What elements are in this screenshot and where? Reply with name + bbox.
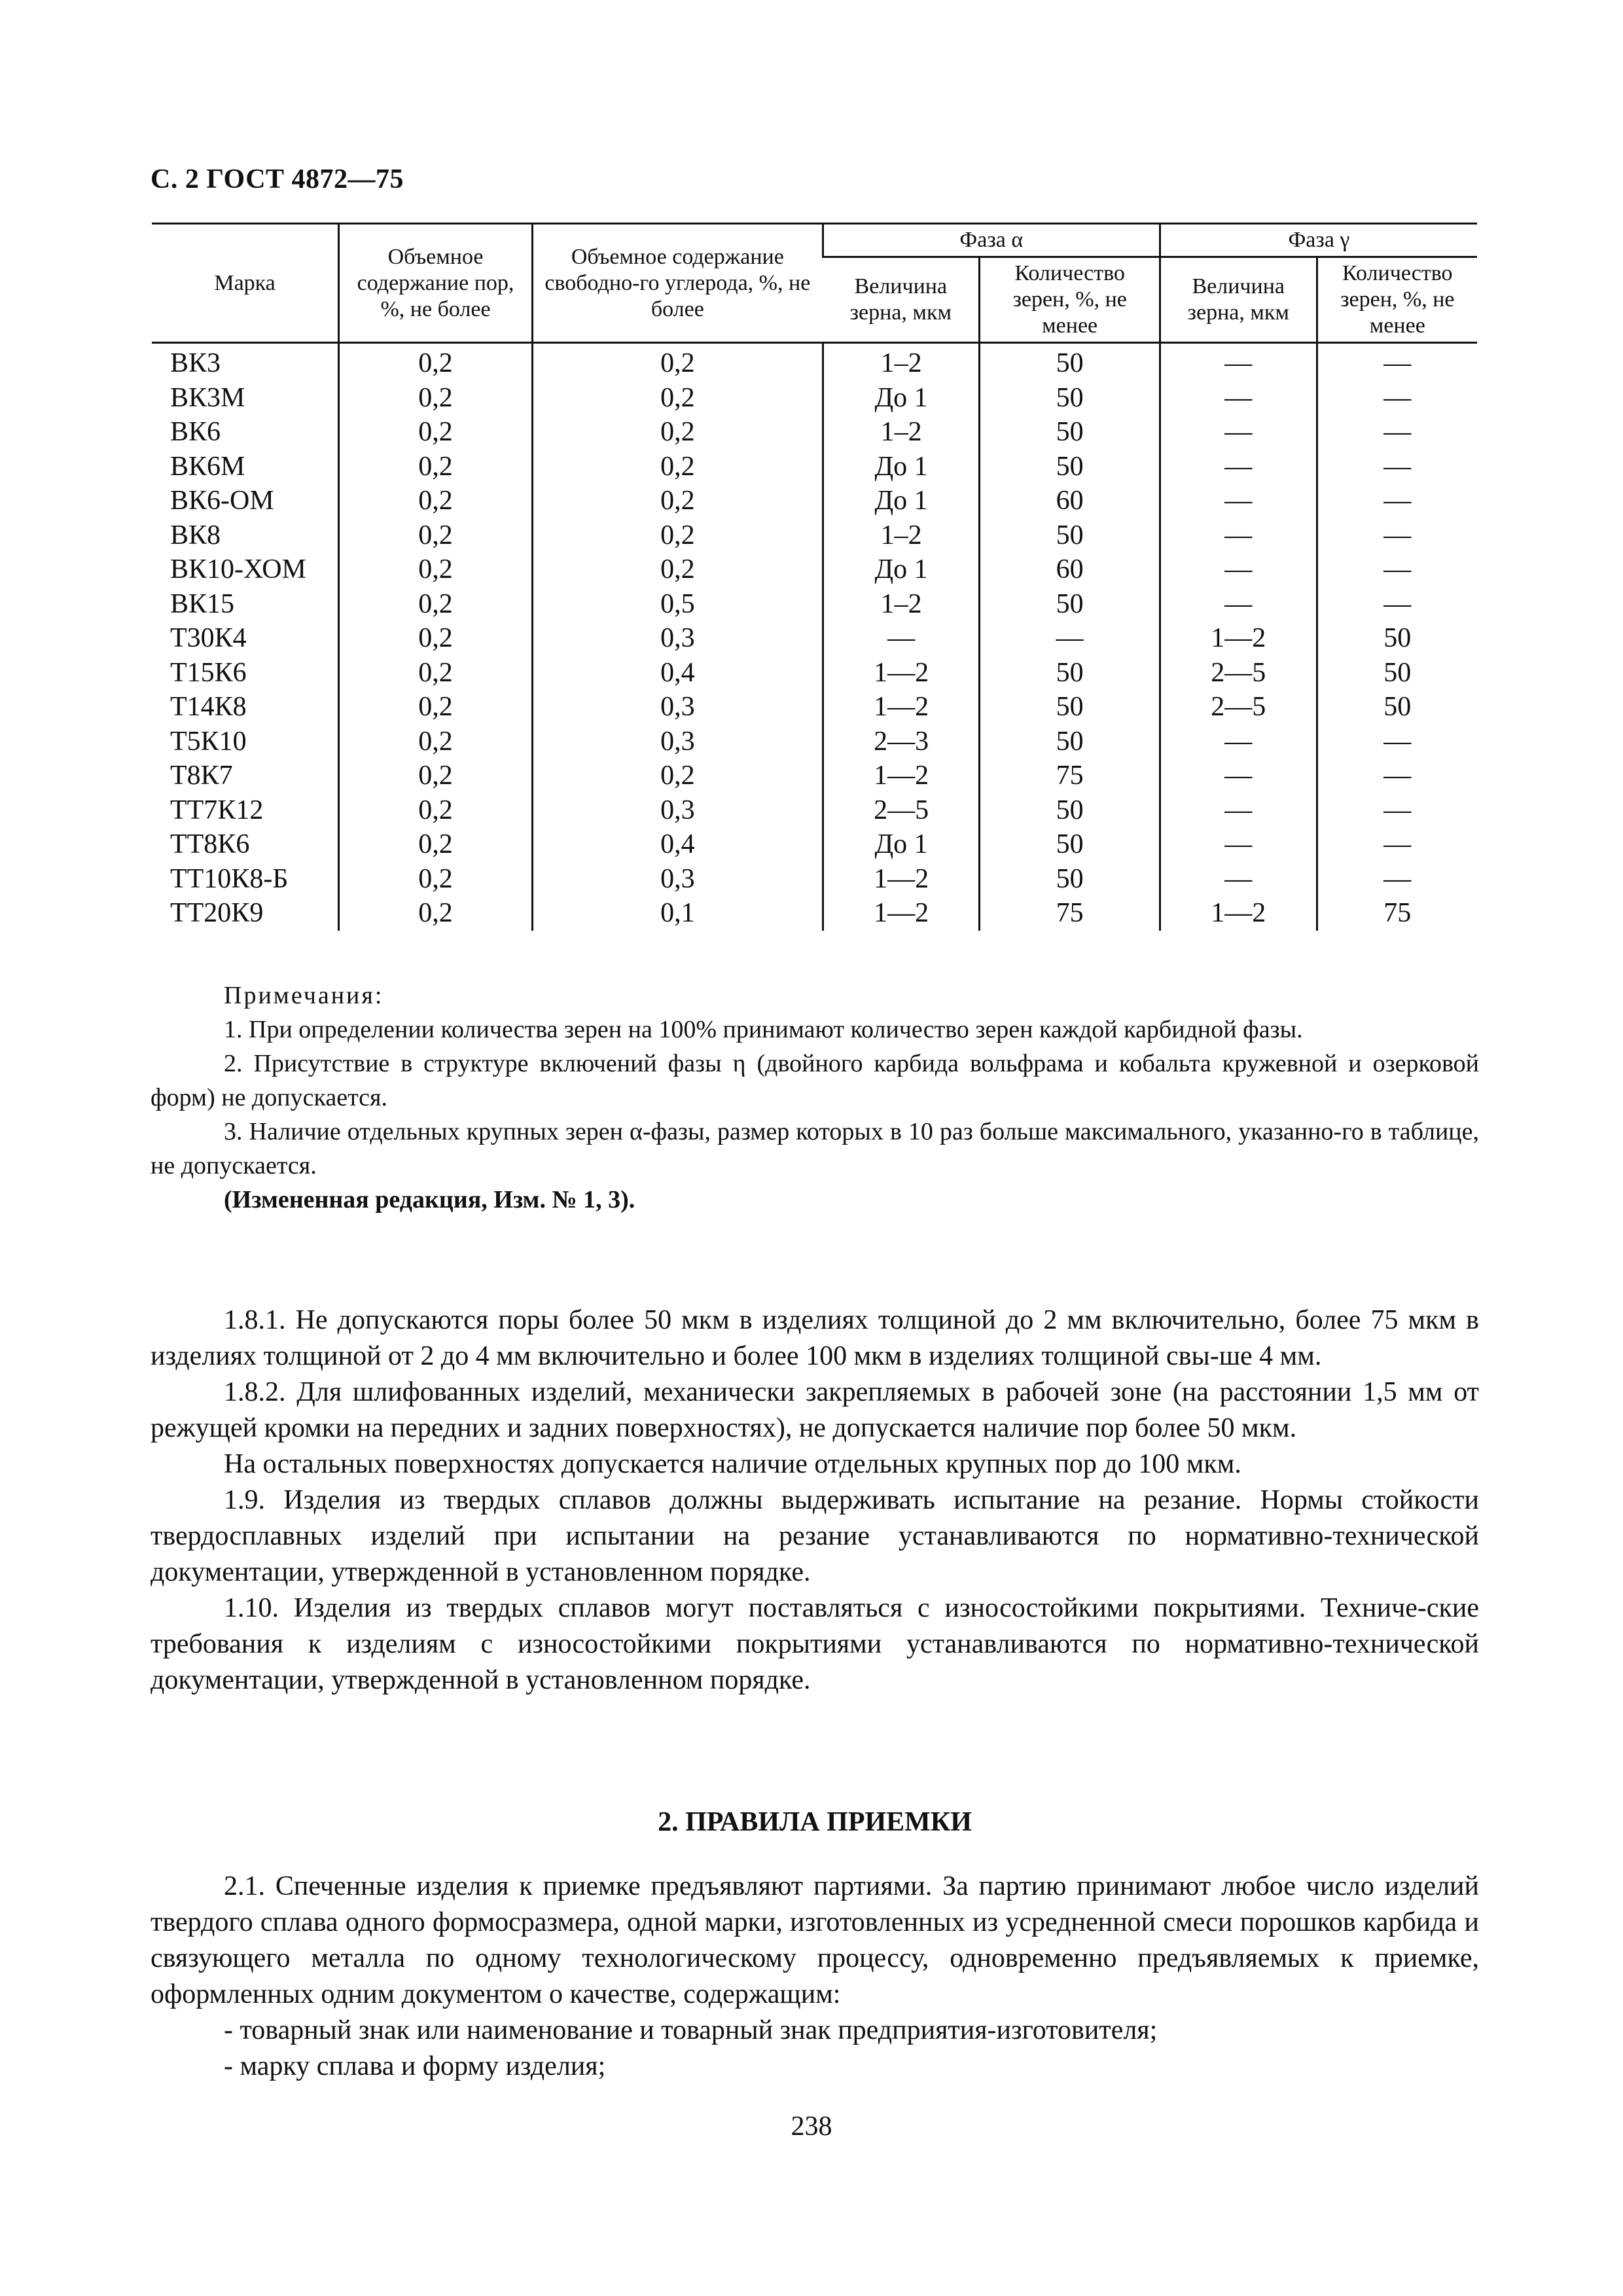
- table-cell: До 1: [823, 450, 980, 484]
- table-cell: 0,3: [532, 862, 823, 897]
- table-cell: 60: [980, 552, 1160, 587]
- table-row: [152, 552, 1477, 587]
- note-item: 1. При определении количества зерен на 100% принимают количество зерен каждой карбидной фазы.: [224, 1016, 1303, 1043]
- table-cell: —: [1160, 518, 1317, 553]
- table-cell: —: [1317, 450, 1477, 484]
- col-header-gamma-grain-size: Величина зерна, мкм: [1160, 257, 1317, 343]
- table-row: [152, 518, 1477, 553]
- table-cell: 0,4: [532, 656, 823, 691]
- table-cell: —: [1160, 759, 1317, 793]
- table-cell: 50: [1317, 621, 1477, 656]
- table-cell: 1—2: [1160, 621, 1317, 656]
- paragraph: 1.8.1. Не допускаются поры более 50 мкм в изделиях толщиной до 2 мм включительно, более 75 мкм в изделиях толщиной от 2 до 4 мм включительно и более 100 мкм в изделиях толщиной свы-ше 4 мм.: [151, 1305, 1479, 1371]
- table-cell-mark: ВК6М: [170, 451, 245, 482]
- table-cell: 0,2: [339, 827, 533, 862]
- table-cell: 1—2: [1160, 896, 1317, 931]
- table-cell: 50: [980, 343, 1160, 381]
- table-cell: 0,2: [339, 690, 533, 725]
- table-cell: 1–2: [823, 518, 980, 553]
- table-cell: —: [1317, 343, 1477, 381]
- paragraph: 1.10. Изделия из твердых сплавов могут поставляться с износостойкими покрытиями. Техниче-ские требования к изделиям с износостойкими покрытиями устанавливаются по нормативно-технической документации, утвержденной в установленном порядке.: [151, 1593, 1479, 1695]
- col-header-alpha-grain-count: Количество зерен, %, не менее: [980, 257, 1160, 343]
- table-cell: 75: [1317, 896, 1477, 931]
- note-item: 3. Наличие отдельных крупных зерен α-фазы, размер которых в 10 раз больше максимального, указанно-го в таблице, не допускается.: [151, 1118, 1479, 1179]
- table-cell: До 1: [823, 827, 980, 862]
- table-cell: 1—2: [823, 690, 980, 725]
- table-row: [152, 862, 1477, 897]
- table-row: [152, 793, 1477, 828]
- page-number: 238: [791, 2111, 832, 2142]
- table-cell: —: [1317, 484, 1477, 518]
- table-cell-mark: ВК3: [170, 348, 221, 379]
- table-cell: До 1: [823, 484, 980, 518]
- table-cell: 0,4: [532, 827, 823, 862]
- table-cell: —: [1317, 862, 1477, 897]
- table-cell: —: [1317, 415, 1477, 450]
- col-header-phase-alpha: Фаза α: [823, 224, 1160, 257]
- table-cell: 0,2: [339, 793, 533, 828]
- table-cell-mark: ВК6-ОМ: [170, 486, 274, 516]
- list-item: - марку сплава и форму изделия;: [224, 2051, 606, 2081]
- table-cell: 0,5: [532, 587, 823, 622]
- table-row: [152, 827, 1477, 862]
- table-cell: 75: [980, 759, 1160, 793]
- table-cell: 0,2: [339, 621, 533, 656]
- table-cell: 75: [980, 896, 1160, 931]
- table-cell: —: [1317, 827, 1477, 862]
- table-body: [152, 343, 1477, 931]
- table-cell: 0,2: [532, 381, 823, 416]
- table-cell: 50: [1317, 690, 1477, 725]
- table-cell: 50: [980, 827, 1160, 862]
- table-cell: —: [1160, 552, 1317, 587]
- table-cell: 0,2: [339, 381, 533, 416]
- table-row: [152, 381, 1477, 416]
- list-item: - товарный знак или наименование и товарный знак предприятия-изготовителя;: [224, 2015, 1158, 2045]
- col-header-mark: Марка: [152, 224, 339, 343]
- table-cell: 50: [980, 450, 1160, 484]
- table-cell-mark: Т30К4: [170, 623, 247, 654]
- table-cell: 0,2: [339, 415, 533, 450]
- table-cell: 2—5: [1160, 690, 1317, 725]
- table-cell: 1–2: [823, 343, 980, 381]
- table-cell: —: [1160, 827, 1317, 862]
- table-cell: 0,2: [339, 450, 533, 484]
- notes-title: Примечания:: [224, 982, 384, 1009]
- notes-block: [151, 978, 1479, 1217]
- table-cell: 0,2: [532, 450, 823, 484]
- table-cell: —: [1160, 793, 1317, 828]
- table-cell: 0,2: [532, 484, 823, 518]
- table-cell: 0,2: [339, 343, 533, 381]
- table-cell: —: [1160, 484, 1317, 518]
- table-cell: 0,3: [532, 793, 823, 828]
- table-cell: 50: [980, 690, 1160, 725]
- table-row: [152, 484, 1477, 518]
- table-cell-mark: Т8К7: [170, 761, 233, 791]
- table-cell: 0,2: [339, 759, 533, 793]
- paragraph: На остальных поверхностях допускается наличие отдельных крупных пор до 100 мкм.: [224, 1449, 1241, 1479]
- table-cell: До 1: [823, 552, 980, 587]
- table-cell: 0,2: [339, 552, 533, 587]
- table-cell-mark: ВК15: [170, 588, 235, 619]
- table-row: [152, 656, 1477, 691]
- body-text: [151, 1302, 1479, 1698]
- table-cell: —: [1317, 552, 1477, 587]
- table-cell: —: [1317, 518, 1477, 553]
- table-cell-mark: ТТ7К12: [170, 795, 264, 825]
- paragraph: 1.9. Изделия из твердых сплавов должны выдерживать испытание на резание. Нормы стойкости твердосплавных изделий при испытании на резание устанавливаются по нормативно-технической документации, утвержденной в установленном порядке.: [151, 1485, 1479, 1587]
- table-cell: 50: [980, 725, 1160, 759]
- table-row: [152, 690, 1477, 725]
- table-cell: 0,3: [532, 725, 823, 759]
- table-cell: 0,3: [532, 690, 823, 725]
- table-cell: 1—2: [823, 896, 980, 931]
- table-cell: 0,2: [339, 587, 533, 622]
- table-cell: 50: [980, 415, 1160, 450]
- table-cell: 2—3: [823, 725, 980, 759]
- table-cell: 50: [980, 381, 1160, 416]
- table-cell: 1–2: [823, 587, 980, 622]
- table-cell: 50: [980, 518, 1160, 553]
- table-cell: 50: [980, 587, 1160, 622]
- table-cell: 1—2: [823, 656, 980, 691]
- table-cell: —: [1160, 725, 1317, 759]
- table-row: [152, 759, 1477, 793]
- table-cell: 50: [1317, 656, 1477, 691]
- table-cell-mark: ВК8: [170, 520, 221, 550]
- table-cell: —: [1317, 381, 1477, 416]
- table-cell: 0,2: [339, 484, 533, 518]
- table-cell-mark: ТТ10К8-Б: [170, 863, 289, 894]
- table-row: [152, 415, 1477, 450]
- table-cell-mark: ТТ20К9: [170, 898, 264, 929]
- table-cell: 0,2: [339, 518, 533, 553]
- table-cell: —: [1160, 587, 1317, 622]
- properties-table: [152, 223, 1477, 931]
- table-cell: —: [980, 621, 1160, 656]
- table-cell: —: [1160, 343, 1317, 381]
- table-cell: —: [1317, 759, 1477, 793]
- table-cell: 50: [980, 862, 1160, 897]
- table-cell: —: [1160, 450, 1317, 484]
- table-cell-mark: Т14К8: [170, 692, 247, 723]
- table-cell: —: [1317, 587, 1477, 622]
- col-header-carbon: Объемное содержание свободно-го углерода, %, не более: [532, 224, 823, 343]
- table-cell: —: [1160, 415, 1317, 450]
- table-cell: 0,2: [339, 862, 533, 897]
- col-header-pores: Объемное содержание пор, %, не более: [339, 224, 533, 343]
- table-cell: 0,2: [339, 656, 533, 691]
- table-cell-mark: ВК10-ХОМ: [170, 554, 306, 585]
- table-cell-mark: ТТ8К6: [170, 829, 250, 860]
- table-cell: 0,3: [532, 621, 823, 656]
- table-cell: —: [1317, 725, 1477, 759]
- table-cell: 0,2: [532, 343, 823, 381]
- table-cell: —: [1160, 381, 1317, 416]
- page-header: С. 2 ГОСТ 4872—75: [151, 164, 404, 194]
- table-cell: 1—2: [823, 862, 980, 897]
- table-cell-mark: Т5К10: [170, 726, 247, 757]
- amendment-note: (Измененная редакция, Изм. № 1, 3).: [224, 1186, 635, 1213]
- table-cell: 1–2: [823, 415, 980, 450]
- table-cell: 0,2: [532, 518, 823, 553]
- note-item: 2. Присутствие в структуре включений фазы η (двойного карбида вольфрама и кобальта кружевной и озерковой форм) не допускается.: [151, 1050, 1479, 1111]
- table-cell: 2—5: [823, 793, 980, 828]
- table-cell: 0,2: [532, 415, 823, 450]
- table-cell-mark: ВК6: [170, 417, 221, 448]
- table-cell: До 1: [823, 381, 980, 416]
- table-cell: 0,2: [339, 896, 533, 931]
- table-cell: 2—5: [1160, 656, 1317, 691]
- table-cell: 60: [980, 484, 1160, 518]
- table-cell: 0,2: [339, 725, 533, 759]
- table-row: [152, 621, 1477, 656]
- table-cell: —: [1317, 793, 1477, 828]
- section-body: [151, 1869, 1479, 2085]
- paragraph: 1.8.2. Для шлифованных изделий, механически закрепляемых в рабочей зоне (на расстоянии 1,5 мм от режущей кромки на передних и задних поверхностях), не допускается наличие пор более 50 мкм.: [151, 1377, 1479, 1443]
- table-row: [152, 896, 1477, 931]
- table-row: [152, 725, 1477, 759]
- section-paragraph: 2.1. Спеченные изделия к приемке предъявляют партиями. За партию принимают любое число изделий твердого сплава одного формоcразмера, одной марки, изготовленных из усредненной смеси порошков карбида и связующего металла по одному технологическому процессу, одновременно предъявляемых к приемке, оформленных одним документом о качестве, содержащим:: [151, 1871, 1479, 2009]
- col-header-phase-gamma: Фаза γ: [1160, 224, 1477, 257]
- table-cell-mark: Т15К6: [170, 657, 247, 688]
- col-header-alpha-grain-size: Величина зерна, мкм: [823, 257, 980, 343]
- table-cell: 0,1: [532, 896, 823, 931]
- table-row: [152, 587, 1477, 622]
- table-cell: 50: [980, 656, 1160, 691]
- table-cell: —: [823, 621, 980, 656]
- table-row: [152, 450, 1477, 484]
- table-row: [152, 343, 1477, 381]
- table-cell: 0,2: [532, 552, 823, 587]
- table-cell: 0,2: [532, 759, 823, 793]
- table-cell: 1—2: [823, 759, 980, 793]
- table-cell: 50: [980, 793, 1160, 828]
- table-cell-mark: ВК3М: [170, 382, 245, 413]
- section-title: 2. ПРАВИЛА ПРИЕМКИ: [658, 1807, 972, 1837]
- table-cell: —: [1160, 862, 1317, 897]
- col-header-gamma-grain-count: Количество зерен, %, не менее: [1317, 257, 1477, 343]
